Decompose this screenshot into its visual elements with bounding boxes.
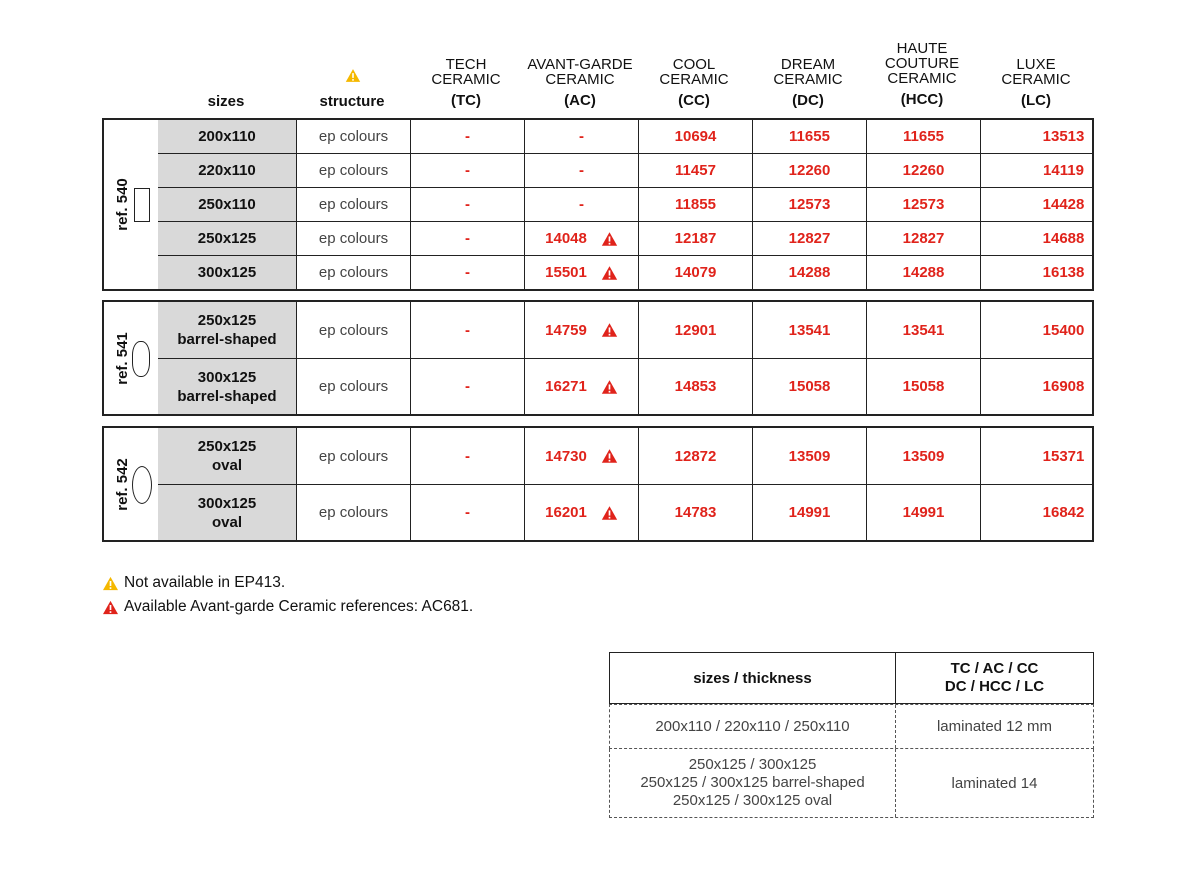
price-ac: - <box>524 120 638 153</box>
header-dc <box>752 57 864 108</box>
header-lc-title: LUXE CERAMIC <box>1001 56 1071 88</box>
price-tc: - <box>410 302 524 358</box>
price-lc: 14119 <box>980 154 1146 187</box>
ref-cell <box>104 120 160 289</box>
warning-yellow-icon <box>102 576 119 591</box>
price-dc: 14288 <box>752 256 866 289</box>
warning-red-icon <box>601 322 618 338</box>
ref-label: ref. 540 <box>113 178 131 231</box>
price-tc: - <box>410 222 524 255</box>
price-lc: 14428 <box>980 188 1146 221</box>
price-hcc: 13541 <box>866 302 980 358</box>
table-group-ref-541 <box>102 300 1094 416</box>
header-hcc-title: HAUTE COUTURE CERAMIC <box>884 40 960 87</box>
size-cell: 300x125 barrel-shaped <box>158 359 296 414</box>
structure-cell: ep colours <box>296 485 410 540</box>
size-cell: 300x125 oval <box>158 485 296 540</box>
price-cc: 11457 <box>638 154 752 187</box>
header-cc-title: COOL CERAMIC <box>659 56 729 88</box>
price-hcc: 13509 <box>866 428 980 484</box>
price-lc: 13513 <box>980 120 1146 153</box>
thickness-value: laminated 12 mm <box>895 705 1093 748</box>
price-hcc: 12260 <box>866 154 980 187</box>
price-lc: 15400 <box>980 302 1146 358</box>
price-ac: - <box>524 188 638 221</box>
note-red <box>102 598 473 616</box>
table-group-ref-542 <box>102 426 1094 542</box>
thickness-table-header <box>609 652 1094 704</box>
header-lc <box>980 57 1092 108</box>
header-structure: structure <box>319 93 385 110</box>
ref-cell <box>104 428 160 540</box>
header-cc-abbr: (CC) <box>678 92 710 109</box>
header-sizes: sizes <box>207 93 245 110</box>
table-row <box>158 222 1092 256</box>
structure-cell: ep colours <box>296 302 410 358</box>
price-ac: 14048 <box>524 222 638 255</box>
price-ac: - <box>524 154 638 187</box>
thickness-row <box>609 704 1094 749</box>
price-hcc: 14288 <box>866 256 980 289</box>
warning-red-icon <box>601 231 618 247</box>
price-dc: 12573 <box>752 188 866 221</box>
rectangle-shape-icon <box>134 188 150 222</box>
header-tc-abbr: (TC) <box>451 92 481 109</box>
price-hcc: 14991 <box>866 485 980 540</box>
price-lc: 14688 <box>980 222 1146 255</box>
header-tc <box>410 57 522 108</box>
ref-label: ref. 541 <box>113 331 131 385</box>
header-hcc-abbr: (HCC) <box>900 91 944 108</box>
price-hcc: 12827 <box>866 222 980 255</box>
header-ac-abbr: (AC) <box>564 92 596 109</box>
note-yellow-text: Not available in EP413. <box>124 574 286 591</box>
ref-cell <box>104 302 160 414</box>
size-cell: 300x125 <box>158 256 296 289</box>
header-tc-title: TECH CERAMIC <box>431 56 501 88</box>
ref-label: ref. 542 <box>113 457 131 511</box>
table-group-ref-540 <box>102 118 1094 291</box>
table-row <box>158 256 1092 289</box>
table-row <box>158 485 1092 540</box>
price-dc: 12827 <box>752 222 866 255</box>
price-cc: 14079 <box>638 256 752 289</box>
header-dc-abbr: (DC) <box>792 92 824 109</box>
header-sizes-thickness: sizes / thickness <box>693 669 812 687</box>
price-lc: 16138 <box>980 256 1146 289</box>
price-cc: 12872 <box>638 428 752 484</box>
thickness-row <box>609 749 1094 818</box>
structure-cell: ep colours <box>296 428 410 484</box>
price-hcc: 15058 <box>866 359 980 414</box>
warning-red-icon <box>601 505 618 521</box>
oval-shape-icon <box>132 466 152 504</box>
price-cc: 12901 <box>638 302 752 358</box>
barrel-shape-icon <box>132 341 150 377</box>
note-yellow <box>102 574 285 592</box>
price-dc: 12260 <box>752 154 866 187</box>
thickness-sizes: 200x110 / 220x110 / 250x110 <box>655 717 850 735</box>
table-row <box>158 120 1092 154</box>
price-tc: - <box>410 154 524 187</box>
warning-red-icon <box>601 379 618 395</box>
structure-cell: ep colours <box>296 188 410 221</box>
size-cell: 250x125 oval <box>158 428 296 484</box>
price-ac: 16271 <box>524 359 638 414</box>
price-tc: - <box>410 188 524 221</box>
price-dc: 14991 <box>752 485 866 540</box>
price-lc: 16842 <box>980 485 1146 540</box>
price-lc: 16908 <box>980 359 1146 414</box>
table-row <box>158 188 1092 222</box>
table-row <box>158 359 1092 414</box>
price-cc: 14783 <box>638 485 752 540</box>
table-row <box>158 302 1092 359</box>
warning-yellow-icon <box>345 68 361 83</box>
price-tc: - <box>410 359 524 414</box>
price-ac: 14730 <box>524 428 638 484</box>
structure-cell: ep colours <box>296 222 410 255</box>
structure-cell: ep colours <box>296 154 410 187</box>
price-tc: - <box>410 485 524 540</box>
structure-cell: ep colours <box>296 120 410 153</box>
thickness-table <box>609 652 1094 818</box>
header-ac-title: AVANT-GARDE CERAMIC <box>527 56 633 88</box>
price-hcc: 11655 <box>866 120 980 153</box>
price-tc: - <box>410 120 524 153</box>
size-cell: 200x110 <box>158 120 296 153</box>
price-cc: 10694 <box>638 120 752 153</box>
price-ac: 16201 <box>524 485 638 540</box>
size-cell: 250x110 <box>158 188 296 221</box>
header-ac <box>520 57 640 108</box>
thickness-value: laminated 14 <box>895 749 1093 817</box>
price-cc: 14853 <box>638 359 752 414</box>
table-row <box>158 154 1092 188</box>
header-hcc <box>866 41 978 107</box>
price-dc: 15058 <box>752 359 866 414</box>
price-ac: 15501 <box>524 256 638 289</box>
header-finishes: TC / AC / CC DC / HCC / LC <box>895 653 1093 703</box>
price-dc: 11655 <box>752 120 866 153</box>
structure-cell: ep colours <box>296 256 410 289</box>
price-dc: 13509 <box>752 428 866 484</box>
warning-red-icon <box>102 600 119 615</box>
price-hcc: 12573 <box>866 188 980 221</box>
price-tc: - <box>410 256 524 289</box>
price-cc: 12187 <box>638 222 752 255</box>
header-lc-abbr: (LC) <box>1021 92 1051 109</box>
header-dc-title: DREAM CERAMIC <box>773 56 843 88</box>
price-cc: 11855 <box>638 188 752 221</box>
structure-cell: ep colours <box>296 359 410 414</box>
price-dc: 13541 <box>752 302 866 358</box>
size-cell: 220x110 <box>158 154 296 187</box>
table-row <box>158 428 1092 485</box>
size-cell: 250x125 barrel-shaped <box>158 302 296 358</box>
warning-red-icon <box>601 448 618 464</box>
thickness-sizes: 250x125 / 300x125 250x125 / 300x125 barrel-shaped 250x125 / 300x125 oval <box>640 756 865 809</box>
header-cc <box>638 57 750 108</box>
note-red-text: Available Avant-garde Ceramic references: AC681. <box>124 598 474 615</box>
price-tc: - <box>410 428 524 484</box>
size-cell: 250x125 <box>158 222 296 255</box>
price-ac: 14759 <box>524 302 638 358</box>
warning-red-icon <box>601 265 618 281</box>
price-lc: 15371 <box>980 428 1146 484</box>
